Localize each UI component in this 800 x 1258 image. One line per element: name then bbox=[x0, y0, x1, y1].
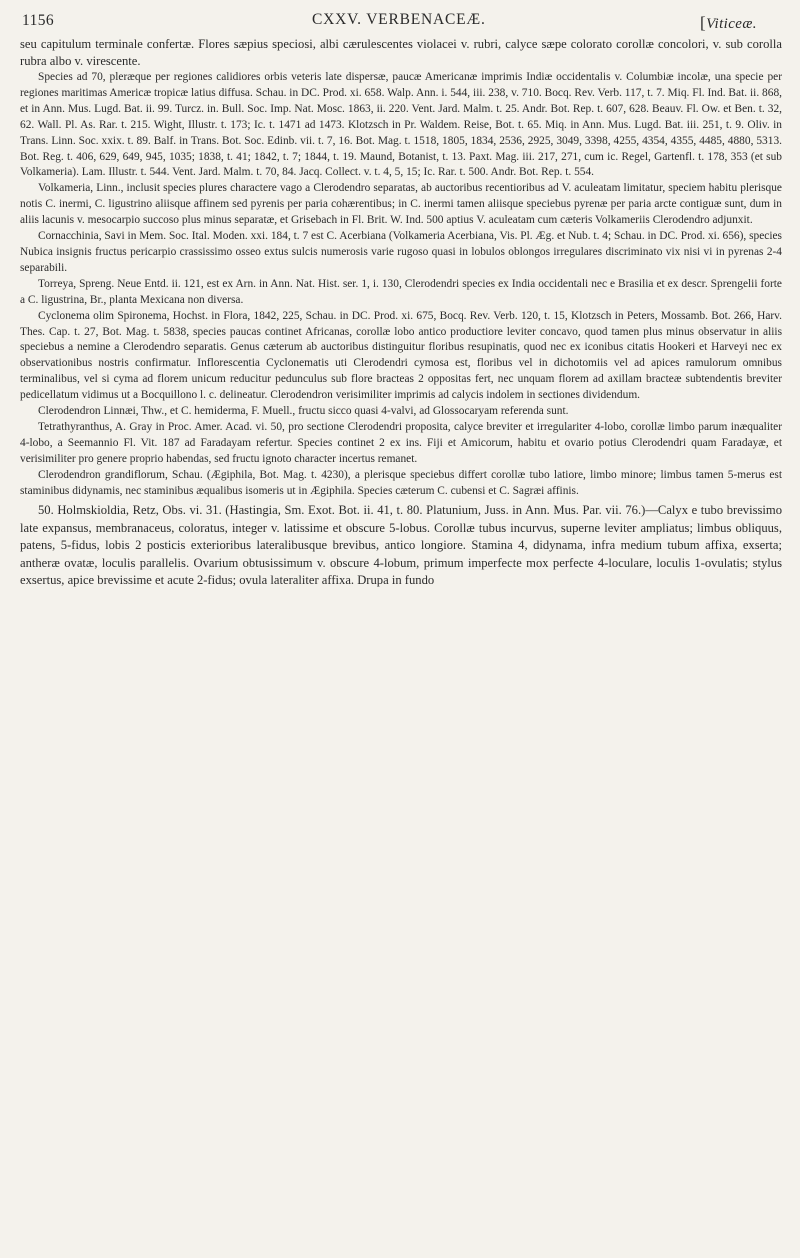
paragraph-torreya: Torreya, Spreng. Neue Entd. ii. 121, est ex Arn. in Ann. Nat. Hist. ser. 1, i. 130, Clerodendri species ex India occidentali nec e Brasilia et ex descr. Sprengelii forte a C. ligustrina, Br., planta Mexicana non diversa. bbox=[20, 277, 782, 306]
section-title bbox=[700, 13, 757, 33]
paragraph-clerodendron-linnaei: Clerodendron Linnæi, Thw., et C. hemiderma, F. Muell., fructu sicco quasi 4-valvi, ad Glossocaryam referenda sunt. bbox=[38, 405, 569, 418]
section-title-text: Viticeæ. bbox=[706, 16, 757, 32]
paragraph-volkameria: Volkameria, Linn., inclusit species plures charactere vago a Clerodendro separatas, ab auctoribus recentioribus ad V. aculeatam limitatur, speciem habitu plerisque notis C. inermi, C. ligustrino aliisque affinem sed pyrenis per paria cohærentibus; in C. inermi tamen aliisque speciebus pyrenæ per paria arcte contiguæ sunt, dum in aliis lacunis v. mesocarpio succoso plus minus separatæ, et Grisebach in Fl. Brit. W. Ind. 500 aptius V. aculeatam cum cæteris Volkameriis Clerodendro adjunxit. bbox=[20, 182, 782, 227]
paragraph-tetrathyranthus: Tetrathyranthus, A. Gray in Proc. Amer. Acad. vi. 50, pro sectione Clerodendri proposita, calyce breviter et irregulariter 4-lobo, corollæ limbo parum inæqualiter 4-lobo, a Seemannio Fl. Vit. 187 ad Faradayam refertur. Species continet 2 ex ins. Fiji et Amicorum, habitu et ovario potius Clerodendri quam Faradayæ, et verisimiliter pro genere proprio habendas, sed fructu ignoto character incertus remanet. bbox=[20, 420, 782, 465]
family-title: CXXV. VERBENACEÆ. bbox=[312, 11, 486, 28]
paragraph-cornacchinia: Cornacchinia, Savi in Mem. Soc. Ital. Moden. xxi. 184, t. 7 est C. Acerbiana (Volkameria Acerbiana, Vis. Pl. Æg. et Nub. t. 4; Schau. in DC. Prod. xi. 656), species Nubica insignis fructus pericarpio crassissimo osseo extus sulcis numerosis varie rugoso quasi in lobulos oblongos irregulares discriminato vix nisi vi in pyrenas 2-4 separabili. bbox=[20, 230, 782, 274]
paragraph-species-references: Species ad 70, pleræque per regiones calidiores orbis veteris late dispersæ, paucæ Americanæ imprimis Indiæ occidentalis v. Columbiæ incolæ, una specie per regiones maritimas Americæ tropicæ latius diffusa. Schau. in DC. Prod. xi. 658. Walp. Ann. i. 544, iii. 238, v. 710. Bocq. Rev. Verb. 117, t. 7. Miq. Fl. Ind. Bat. ii. 868, et in Ann. Mus. Lugd. Bat. ii. 99. Turcz. in. Bull. Soc. Imp. Nat. Mosc. 1863, ii. 220. Vent. Jard. Malm. t. 25. Andr. Bot. Rep. t. 607, 628. Beauv. Fl. Ow. et Ben. t. 32, 62. Wall. Pl. As. Rar. t. 215. Wight, Illustr. t. 173; Ic. t. 1471 ad 1473. Klotzsch in Pr. Waldem. Reise, Bot. t. 65. Miq. in Ann. Mus. Lugd. Bat. iii. 251, t. 9. Oliv. in Trans. Linn. Soc. xxix. t. 89. Balf. in Trans. Bot. Soc. Edinb. vii. t. 7, 16. Bot. Mag. t. 1518, 1805, 1834, 2536, 2925, 3049, 3398, 4255, 4354, 4355, 4485, 4880, 5313. Bot. Reg. t. 406, 629, 649, 945, 1035; 1838, t. 41; 1842, t. 7; 1844, t. 19. Maund, Botanist, t. 13. Paxt. Mag. iii. 217, 271, cum ic. Regel, Gartenfl. t. 178, 353 (et sub Volkameria). Lam. Illustr. t. 544. Vent. Jard. Malm. t. 70, 84. Jacq. Collect. v. t. 4, 5, 15; Ic. Rar. t. 500. Andr. Bot. Rep. t. 554. bbox=[20, 71, 782, 179]
bracket-glyph: [ bbox=[700, 13, 707, 32]
paragraph-cyclonema: Cyclonema olim Spironema, Hochst. in Flora, 1842, 225, Schau. in DC. Prod. xi. 675, Bocq. Rev. Verb. 120, t. 15, Klotzsch in Peters, Mossamb. Bot. 266, Harv. Thes. Cap. t. 27, Bot. Mag. t. 5838, species paucas continet Africanas, corollæ lobo antico productiore leviter concavo, quod tamen plus minus observatur in aliis speciebus a nemine a Clerodendro separatis. Genus cæterum ab auctoribus distinguitur floribus resupinatis, quod nec ex iconibus citatis Hookeri et Harveyi nec ex observationibus nostris confirmatur. Inflorescentia Cyclonematis uti Clerodendri cymosa est, floribus vel in dichotomiis vel ad apices ramulorum omnibus terminalibus, vel si cyma ad florem unicum reducitur pedunculus sub flore bracteas 2 oppositas fert, nec unquam florem ad axillam bracteæ subtendentis breviter pedicellatum vidimus ut a Bocquillono l. c. delineatur. Clerodendron verisimiliter imprimis ad calycis indolem in sectiones dividendum. bbox=[20, 309, 782, 402]
page-header bbox=[20, 6, 782, 32]
paragraph-clerodendron-grandiflorum: Clerodendron grandiflorum, Schau. (Ægiphila, Bot. Mag. t. 4230), a plerisque speciebus differt corollæ tubo latiore, limbo minore; limbus tamen 5-merus est staminibus didynamis, nec staminibus æqualibus isomeris ut in Ægiphila. Species cæterum C. cubensi et C. Sagræi affinis. bbox=[20, 468, 782, 497]
paragraph-holmskioldia: 50. Holmskioldia, Retz, Obs. vi. 31. (Hastingia, Sm. Exot. Bot. ii. 41, t. 80. Platunium, Juss. in Ann. Mus. Par. vii. 76.)—Calyx e tubo brevissimo late expansus, membranaceus, coloratus, integer v. latissime et obscure 5-lobus. Corollæ tubus incurvus, superne leviter ampliatus; limbus obliquus, patens, 5-fidus, lobis 2 posticis exterioribus lateralibusque brevibus, antico longiore. Stamina 4, didynama, infra medium tubum affixa, exserta; antheræ ovatæ, loculis parallelis. Ovarium obtusissimum v. obscure 4-lobum, primum imperfecte mox perfecte 4-loculare, loculis 1-ovulatis; stylus exsertus, apice brevissime et acute 2-fidus; ovula lateraliter affixa. Drupa in fundo bbox=[20, 503, 782, 588]
paragraph-continued: seu capitulum terminale confertæ. Flores sæpius speciosi, albi cærulescentes violacei v. rubri, calyce sæpe colorato corollæ concolori, v. sub corolla rubra albo v. virescente. bbox=[20, 37, 782, 68]
page-body bbox=[20, 36, 782, 590]
page-number: 1156 bbox=[22, 12, 55, 29]
